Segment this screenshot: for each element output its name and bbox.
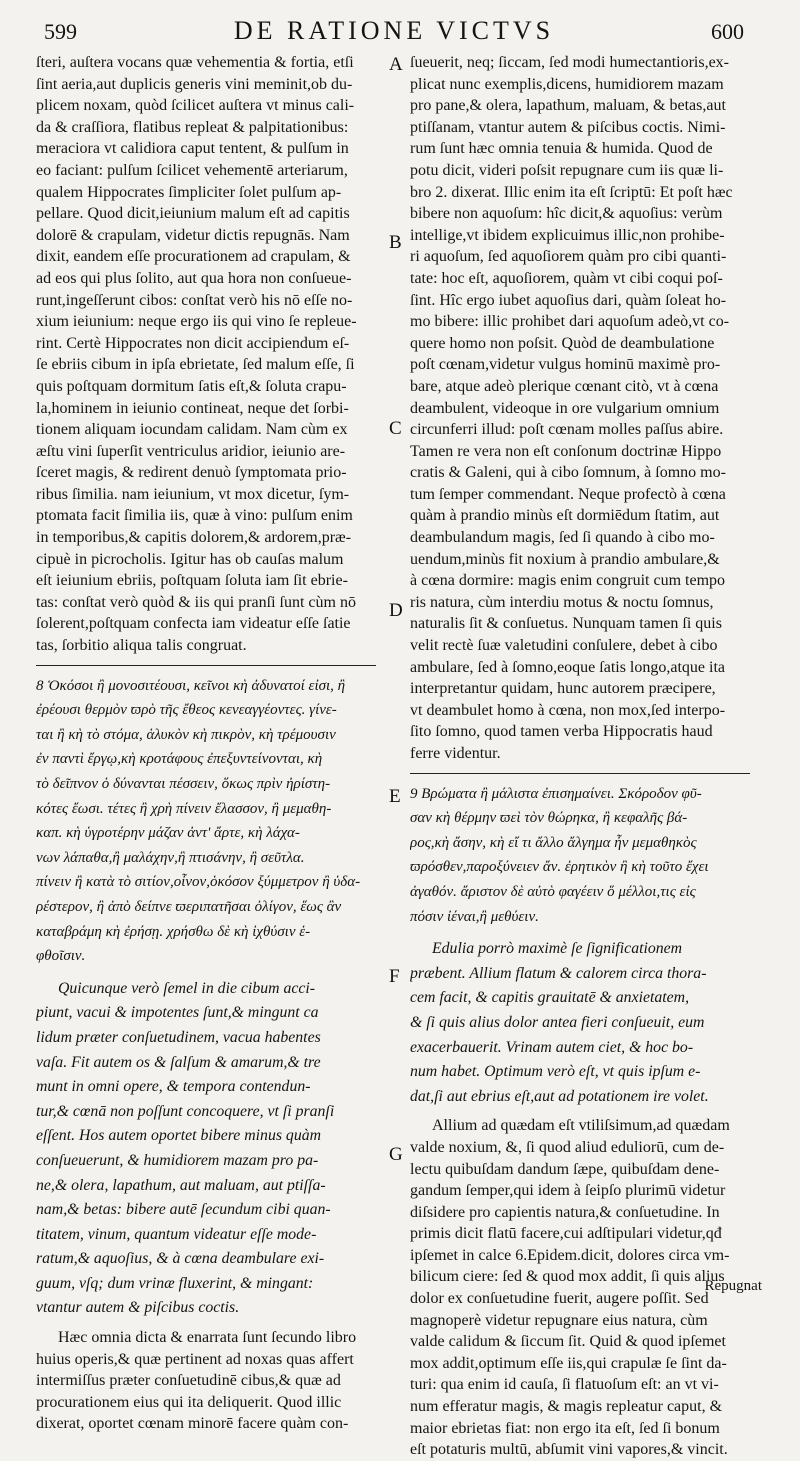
text-line: qualem Hippocrates ſimpliciter ſolet pulſum ap- <box>36 183 342 201</box>
text-line: nam,& betas: bibere autē ſecundum cibi quan- <box>36 1201 331 1219</box>
page-number-right: 600 <box>710 19 744 44</box>
text-line: καπ. κὴ ὑγροτέρην μάζαν ἀντ' ἄρτε, κὴ λάχα- <box>36 825 300 842</box>
text-line: procurationem eius qui ita deliquerit. Quod illic <box>36 1393 342 1411</box>
text-line: guum, vſq; dum vrinæ fluxerint, & mingant: <box>36 1274 314 1292</box>
text-line: intermiſſus præter conſuetudinē cibus,& quæ ad <box>36 1372 341 1390</box>
text-line: magnoperè videtur repugnare eius natura, cùm <box>410 1311 708 1329</box>
text-line: ne,& olera, lapathum, aut maluam, aut ptiſſa- <box>36 1176 326 1194</box>
text-line: plicat nunc exemplis,dicens, humidiorem mazam <box>410 75 724 93</box>
text-line: ſe ebriis cibum in ipſa ebrietate, ſed malum eſſe, ſi <box>36 356 355 374</box>
text-line: σαν κὴ θέρμην ϖεὶ τὸν θώρηκα, ἢ κεφαλῆς βά- <box>410 810 688 827</box>
text-line: exacerbauerit. Vrinam autem ciet, & hoc bo- <box>410 1038 694 1056</box>
text-line: ρέστερον, ἢ ἀπὸ δείπνε ϖεριπατῆσαι ὀλίγον, ἕως ἂν <box>36 898 342 915</box>
text-line: valde calidum & ſiccum ſit. Quid & quod ipſemet <box>410 1333 726 1351</box>
text-line: rint. Certè Hippocrates non dicit accipiendum eſ- <box>36 334 350 352</box>
text-line: naturalis ſit & conſuetus. Nunquam tamen ſi quis <box>410 615 722 633</box>
text-line: bibere non aquoſum: hîc dicit,& aquoſius: verùm <box>410 205 723 223</box>
text-line: ipſemet in calce 6.Epidem.dicit, dolores circa vm- <box>410 1246 730 1264</box>
text-line: mox addit,optimum eſſe iis,qui crapulæ ſe ſint da- <box>410 1354 727 1372</box>
text-line: rum ſunt hæc omnia tenuia & humida. Quod de <box>410 140 713 158</box>
margin-letter-d: D <box>389 600 403 621</box>
text-line: καταβράμη κὴ ἐρήσῃ. χρήσθω δὲ κὴ ἰχθύσιν ἑ- <box>36 923 311 940</box>
text-line: tas: conſtat verò quòd & iis qui pranſi ſunt cùm nō <box>36 593 356 611</box>
text-line: Quicunque verò ſemel in die cibum acci- <box>58 979 316 997</box>
right-latin-translation <box>410 937 750 1109</box>
right-column <box>410 52 750 1461</box>
text-line: ſint. Hîc ergo iubet aquoſius dari, quàm ſoleat ho- <box>410 291 727 309</box>
text-line: ſolerent,poſtquam confecta iam videatur eſſe ſatie <box>36 615 351 633</box>
text-line: xium ieiunium: neque ergo iis qui vino ſe repleue- <box>36 313 357 331</box>
text-line: bro 2. dixerat. Illic enim ita eſt ſcriptū: Et poſt hæc <box>410 183 733 201</box>
margin-letter-e: E <box>389 786 401 807</box>
text-line: lidum præter conſuetudinem, vacua habentes <box>36 1028 321 1046</box>
text-line: 9 Βρώματα ἢ μάλιστα ἐπισημαίνει. Σκόροδον φῦ- <box>410 785 702 802</box>
text-line: ἀγαθόν. ἄριστον δὲ αὐτὸ φαγέειν ὅ μέλλοι,τις εἰς <box>410 883 696 900</box>
text-line: æſtu vini ſuperſit ventriculus aridior, ieiunio are- <box>36 442 346 460</box>
right-greek-passage <box>410 782 750 930</box>
text-line: ferre videntur. <box>410 745 501 762</box>
text-line: ſceret magis, & redirent denuò ſymptomata prio- <box>36 464 347 482</box>
text-line: piunt, vacui & impotentes ſunt,& mingunt ca <box>36 1004 319 1022</box>
text-line: quere homo non poſsit. Quòd de deambulatione <box>410 334 715 352</box>
text-line: da & craſſiora, flatibus repleat & palpitationibus: <box>36 118 349 136</box>
text-line: interpretantur quidam, hunc autorem præcipere, <box>410 680 716 698</box>
text-line: Tamen re vera non eſt conſonum doctrinæ Hippo <box>410 442 722 460</box>
text-line: mo bibere: illic prohibet dari aquoſum adeò,vt co- <box>410 313 730 331</box>
text-line: num efferatur magis, & magis repleatur caput, & <box>410 1398 723 1416</box>
text-line: valde noxium, &, ſi quod aliud eduliorū, cum de- <box>410 1138 725 1156</box>
text-line: tionem aliquam iocundam calidam. Nam cùm ex <box>36 421 348 439</box>
text-line: eo faciant: pulſum ſcilicet vehementē arteriarum, <box>36 161 348 179</box>
text-line: eſt potaturis multū, abſumit vini vapores,& vincit. <box>410 1441 728 1459</box>
text-line: eſſent. Hos autem oportet bibere minus quàm <box>36 1127 322 1145</box>
column-rule <box>410 773 750 774</box>
text-line: meraciora vt calidiora caput tentent, & pulſum in <box>36 140 349 158</box>
text-line: ptomata facit ſimilia iis, quæ à vino: pulſum enim <box>36 507 353 525</box>
text-line: potu dicit, videri poſsit repugnare cum iis quæ li- <box>410 161 724 179</box>
text-line: dolorē & crapulam, videtur dictis repugnās. Nam <box>36 226 350 244</box>
text-line: ptiſſanam, vtantur autem & piſcibus coctis. Nimi- <box>410 118 726 136</box>
text-line: ſint aeria,aut duplicis generis vini meminit,ob du- <box>36 75 353 93</box>
text-line: ratum,& aquoſius, & à cœna deambulare exi- <box>36 1250 325 1268</box>
text-line: ἐρέουσι θερμὸν ϖρὸ τῆς ἔθεος κενεαγγέοντες. γίνε- <box>36 702 337 719</box>
text-line: gandum ſemper,qui idem à ſeipſo plurimū videtur <box>410 1182 726 1200</box>
right-closing-paragraph <box>410 1115 750 1461</box>
text-line: 8 Ὁκόσοι ἢ μονοσιτέουσι, κεῖνοι κὴ ἀδυνατοί εἰσι, ἢ <box>36 677 346 694</box>
text-line: runt,ingeſſerunt cibos: conſtat verò his nō eſſe no- <box>36 291 353 309</box>
text-line: ri aquoſum, ſed aquoſiorem quàm pro cibi quanti- <box>410 248 727 266</box>
text-line: ambulare, ſed à ſomno,eoque ſatis longo,atque ita <box>410 658 726 676</box>
text-line: dat,ſi aut ebrius eſt,aut ad potationem ire volet. <box>410 1087 709 1105</box>
text-line: bilicum ciere: ſed & quod mox addit, ſi quis alius <box>410 1268 725 1286</box>
text-line: pro pane,& olera, lapathum, maluam, & betas,aut <box>410 97 726 115</box>
text-line: quàm à prandio minùs eſt dormiēdum ſtatim, aut <box>410 507 720 525</box>
text-line: vtantur autem & piſcibus coctis. <box>36 1299 240 1317</box>
text-line: turi: qua enim id cauſa, ſi flatuoſum eſt: an vt vi- <box>410 1376 719 1394</box>
text-line: Allium ad quædam eſt vtiliſsimum,ad quædam <box>432 1117 730 1135</box>
right-commentary-paragraph <box>410 52 750 765</box>
margin-letter-b: B <box>389 232 402 253</box>
text-line: bare, atque adeò plerique cœnant citò, vt à cœna <box>410 377 719 395</box>
text-line: titatem, vinum, quantum videatur eſſe mode- <box>36 1225 317 1243</box>
text-line: tum ſemper commendant. Neque profectò à cœna <box>410 485 726 503</box>
text-line: φθοῖσιν. <box>36 948 86 965</box>
margin-letter-c: C <box>389 418 402 439</box>
text-line: πίνειν ἢ κατὰ τὸ σιτίον,οἶνον,ὁκόσον ξύμμετρον ἢ ὑδα- <box>36 874 361 891</box>
margin-letter-a: A <box>389 54 403 75</box>
text-line: lectu quibuſdam dandum ſæpe, quibuſdam dene- <box>410 1160 720 1178</box>
text-line: ται ἢ κὴ τὸ στόμα, ἁλυκὸν κὴ πικρὸν, κὴ τρέμουσιν <box>36 726 336 743</box>
left-greek-passage <box>36 674 376 969</box>
text-line: ſito ſomno, quod tamen verba Hippocratis haud <box>410 723 713 741</box>
text-line: deambulandum magis, ſed ſi quando à cibo mo- <box>410 529 715 547</box>
text-line: ἐν παντὶ ἔργῳ,κὴ κροτάφους ἐπεξυντείνονται, κὴ <box>36 751 323 768</box>
text-line: Hæc omnia dicta & enarrata ſunt ſecundo libro <box>58 1329 357 1347</box>
text-line: uendum,minùs fit noxium à prandio ambulare,& <box>410 550 720 568</box>
text-line: tas, ſorbitio aliqua talis congruat. <box>36 637 247 655</box>
text-line: ϖρόσθεν,παροξύνειεν ἄν. ἐρητικὸν ἢ κὴ τοῦτο ἔχει <box>410 859 709 876</box>
text-line: huius operis,& quæ pertinent ad noxas quas affert <box>36 1350 354 1368</box>
text-line: plicem noxam, quòd ſcilicet auſtera vt minus cali- <box>36 97 355 115</box>
page-number-left: 599 <box>44 19 77 44</box>
margin-letter-g: G <box>389 1144 403 1165</box>
text-line: in temporibus,& capitis dolorem,& ardorem,præ- <box>36 529 352 547</box>
text-line: νων λάπαθα,ἢ μαλάχην,ἢ πτισάνην, ἢ σεῦτλα. <box>36 849 305 866</box>
text-line: ſueuerit, neq; ſiccam, ſed modi humectantioris,ex- <box>410 54 730 71</box>
text-line: velit rectè ſuæ valetudini conſulere, debet à cibo <box>410 637 718 655</box>
text-line: & ſi quis alius dolor antea fieri conſueuit, eum <box>410 1013 705 1031</box>
text-line: conſueuerunt, & humidiorem mazam pro pa- <box>36 1151 319 1169</box>
text-line: tur,& cœnā non poſſunt concoquere, vt ſi pranſi <box>36 1102 335 1120</box>
left-column <box>36 52 376 1435</box>
text-line: πόσιν ἰέναι,ἢ μεθύειν. <box>410 908 539 925</box>
text-line: dolor ex conſuetudine fuerit, augere poſſit. Sed <box>410 1290 709 1308</box>
text-line: num habet. Optimum verò eſt, vt quis ipſum e- <box>410 1063 701 1081</box>
text-line: diſsidere pro capientis natura,& conſuetudine. In <box>410 1203 720 1221</box>
text-line: cem facit, & capitis grauitatē & anxietatem, <box>410 989 690 1007</box>
text-line: primis dicit flatū facere,cui adſtipulari videtur,qđ <box>410 1225 722 1243</box>
text-line: munt in omni opere, & tempora contendun- <box>36 1078 311 1096</box>
text-line: la,hominem in ieiunio contineat, neque det ſorbi- <box>36 399 349 417</box>
text-line: vt deambulet homo à cœna, non mox,ſed interpo- <box>410 701 726 719</box>
margin-letter-f: F <box>389 966 400 987</box>
text-line: dixit, eandem eſſe procurationem ad crapulam, & <box>36 248 351 266</box>
text-line: vaſa. Fit autem os & ſalſum & amarum,& tre <box>36 1053 321 1071</box>
text-line: præbent. Allium flatum & calorem circa thora- <box>410 964 707 982</box>
text-line: tate: hoc eſt, aquoſiorem, quàm vt cibi coqui poſ- <box>410 269 723 287</box>
text-line: circunferri illud: poſt cœnam molles paſſus abire. <box>410 421 724 439</box>
text-line: maior ebrietas fiat: non ergo ita eſt, ſed ſi bonum <box>410 1419 720 1437</box>
text-line: poſt cœnam,videtur vulgus hominū maximè pro- <box>410 356 721 374</box>
text-line: deambulent, videoque in ore vulgarium omnium <box>410 399 720 417</box>
text-line: τὸ δεῖπνον ὁ δύνανται πέσσειν, ὅκως πρὶν ἠρίστη- <box>36 776 331 792</box>
running-title: DE RATIONE VICTVS <box>233 16 555 45</box>
catchword: Repugnat <box>704 1278 762 1294</box>
text-line: cratis & Galeni, qui à cibo ſomnum, à ſomno mo- <box>410 464 726 482</box>
text-line: ρος,κὴ ἄσην, κὴ εἴ τι ἄλλο ἄλγημα ἦν μεμαθηκὸς <box>410 834 697 851</box>
page-header <box>44 16 744 50</box>
text-line: à cœna dormire: magis enim congruit cum tempo <box>410 572 726 590</box>
text-line: Edulia porrò maximè ſe ſignificationem <box>432 940 683 958</box>
text-line: intellige,vt ibidem explicuimus illic,non prohibe- <box>410 226 725 244</box>
left-commentary-paragraph <box>36 52 376 657</box>
text-line: quis poſtquam dormitum ſatis eſt,& ſoluta crapu- <box>36 377 347 395</box>
text-line: ſteri, auſtera vocans quæ vehementia & fortia, etſi <box>36 54 354 71</box>
text-line: cipuè in picrocholis. Igitur has ob cauſas malum <box>36 550 344 568</box>
left-latin-translation <box>36 977 376 1321</box>
text-line: κότες ἔωσι. τέτες ἢ χρὴ πίνειν ἔλασσον, ἢ μεμαθη- <box>36 800 332 817</box>
text-line: ribus ſimilia. nam ieiunium, vt mox dicetur, ſym- <box>36 485 350 503</box>
column-rule <box>36 665 376 666</box>
text-line: pellare. Quod dicit,ieiunium malum eſt ad capitis <box>36 205 350 223</box>
left-closing-paragraph <box>36 1327 376 1435</box>
text-line: dixerat, oportet cœnam minorē facere quàm con- <box>36 1415 349 1433</box>
text-line: eſt ieiunium ebriis, poſtquam ſoluta iam ſit ebrie- <box>36 572 348 590</box>
text-line: ad eos qui plus ſolito, aut qua hora non conſueue- <box>36 269 352 287</box>
text-line: ris natura, cùm interdiu motus & noctu ſomnus, <box>410 593 714 611</box>
